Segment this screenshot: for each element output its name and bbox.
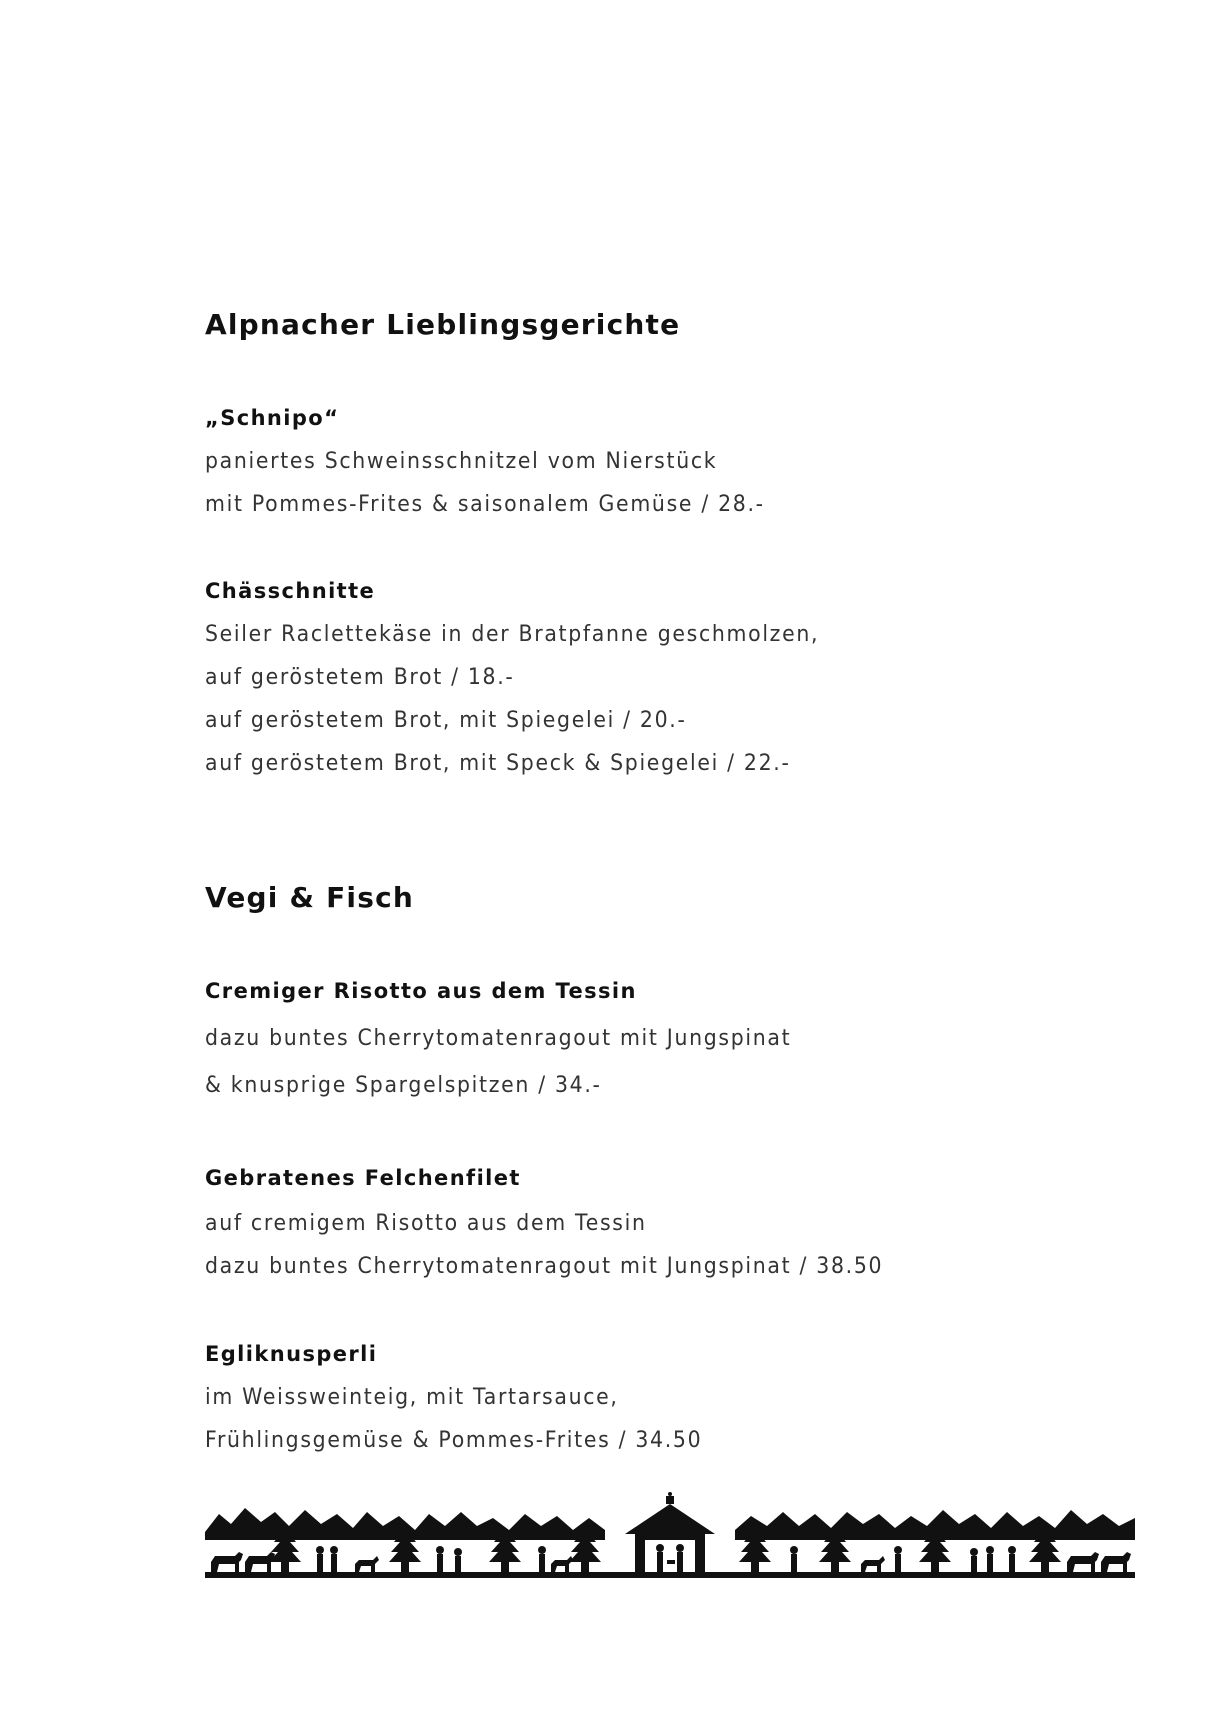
person-head <box>676 1544 684 1552</box>
section-title-lieblingsgerichte: Alpnacher Lieblingsgerichte <box>205 308 681 341</box>
dish-description-line: paniertes Schweinsschnitzel vom Nierstück <box>205 449 718 474</box>
dish-price-line: & knusprige Spargelspitzen / 34.- <box>205 1073 602 1098</box>
person <box>971 1556 977 1572</box>
person-head <box>538 1546 546 1554</box>
dish-price-line: Frühlingsgemüse & Pommes-Frites / 34.50 <box>205 1428 703 1453</box>
cow <box>211 1552 243 1572</box>
dish-description-line: im Weissweinteig, mit Tartarsauce, <box>205 1385 619 1410</box>
cow <box>1101 1552 1131 1572</box>
person-head <box>970 1548 978 1556</box>
dish-price-line: auf geröstetem Brot, mit Spiegelei / 20.- <box>205 708 687 733</box>
person-head <box>330 1546 338 1554</box>
dish-price-line: mit Pommes-Frites & saisonalem Gemüse / 28.- <box>205 492 765 517</box>
person-head <box>656 1544 664 1552</box>
goat <box>861 1556 885 1572</box>
dish-name-egliknusperli: Egliknusperli <box>205 1342 378 1366</box>
person <box>455 1556 461 1572</box>
hut-bell <box>668 1492 672 1496</box>
person <box>677 1552 683 1572</box>
cow <box>245 1552 275 1572</box>
person <box>987 1554 993 1572</box>
ground-strip <box>205 1572 1135 1578</box>
person <box>539 1554 545 1572</box>
dish-price-line: dazu buntes Cherrytomatenragout mit Jungspinat / 38.50 <box>205 1254 884 1279</box>
dish-description-line: auf cremigem Risotto aus dem Tessin <box>205 1211 647 1236</box>
person-head <box>986 1546 994 1554</box>
person <box>331 1554 337 1572</box>
person-head <box>316 1546 324 1554</box>
person <box>317 1554 323 1572</box>
cow <box>1067 1552 1099 1572</box>
person <box>791 1554 797 1572</box>
swiss-papercut-border-icon <box>205 1492 1135 1580</box>
section-title-vegi-fisch: Vegi & Fisch <box>205 881 415 914</box>
person-head <box>790 1546 798 1554</box>
person <box>657 1552 663 1572</box>
person-head <box>436 1546 444 1554</box>
person-head <box>454 1548 462 1556</box>
dish-name-chaesschnitte: Chässchnitte <box>205 579 376 603</box>
person-head <box>894 1546 902 1554</box>
person <box>437 1554 443 1572</box>
table <box>667 1560 675 1564</box>
dish-name-risotto: Cremiger Risotto aus dem Tessin <box>205 979 637 1003</box>
dish-price-line: auf geröstetem Brot / 18.- <box>205 665 515 690</box>
person <box>1009 1554 1015 1572</box>
dish-name-schnipo: „Schnipo“ <box>205 406 340 430</box>
person <box>895 1554 901 1572</box>
dish-description-line: Seiler Raclettekäse in der Bratpfanne geschmolzen, <box>205 622 820 647</box>
dish-name-felchenfilet: Gebratenes Felchenfilet <box>205 1166 521 1190</box>
dish-price-line: auf geröstetem Brot, mit Speck & Spiegelei / 22.- <box>205 751 791 776</box>
goat <box>551 1556 573 1572</box>
dish-description-line: dazu buntes Cherrytomatenragout mit Jungspinat <box>205 1026 792 1051</box>
hut-chimney <box>666 1496 674 1504</box>
person-head <box>1008 1546 1016 1554</box>
goat <box>355 1556 379 1572</box>
